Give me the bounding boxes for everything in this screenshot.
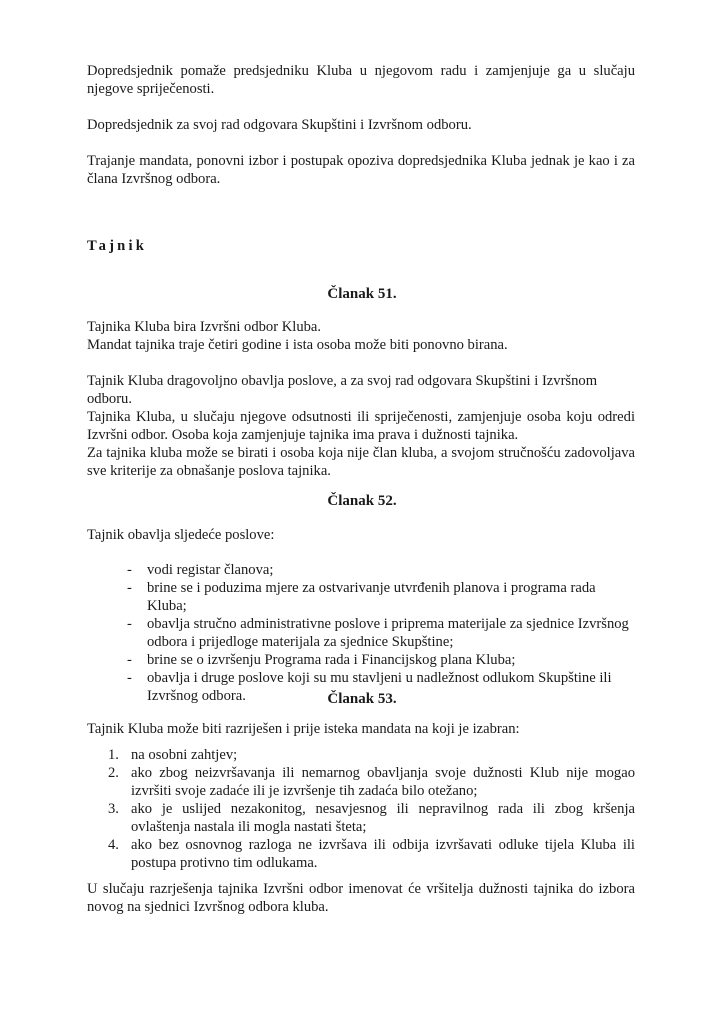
article-52-duties-list <box>87 561 635 705</box>
article-51-title: Članak 51. <box>327 286 397 302</box>
dash-bullet: - <box>127 652 132 668</box>
list-item-text: vodi registar članova; <box>147 562 274 578</box>
list-item <box>87 561 635 579</box>
list-item <box>87 764 635 800</box>
list-number: 4. <box>108 837 119 853</box>
article-52-intro: Tajnik obavlja sljedeće poslove: <box>87 527 275 543</box>
list-item <box>87 836 635 872</box>
paragraph-vice-president-mandate: Trajanje mandata, ponovni izbor i postupak opoziva dopredsjednika Kluba jednak je kao i za člana Izvršnog odbora. <box>87 153 635 187</box>
list-number: 3. <box>108 801 119 817</box>
list-number: 1. <box>108 747 119 763</box>
article-51-p2-rest: Tajnika Kluba, u slučaju njegove odsutnosti ili spriječenosti, zamjenjuje osoba koju odredi Izvršni odbor. Osoba koja zamjenjuje tajnika ima prava i dužnosti tajnika. <box>87 409 635 443</box>
dash-bullet: - <box>127 616 132 632</box>
article-51-paragraph-2 <box>87 372 635 444</box>
list-item-text: na osobni zahtjev; <box>131 747 238 763</box>
dash-bullet: - <box>127 670 132 686</box>
list-item-text: brine se o izvršenju Programa rada i Financijskog plana Kluba; <box>147 652 516 668</box>
article-51-p1-line-2: Mandat tajnika traje četiri godine i ista osoba može biti ponovno birana. <box>87 337 508 353</box>
paragraph-vice-president-accountability: Dopredsjednik za svoj rad odgovara Skupštini i Izvršnom odboru. <box>87 117 472 133</box>
list-item <box>87 746 635 764</box>
paragraph-vice-president-role: Dopredsjednik pomaže predsjedniku Kluba u njegovom radu i zamjenjuje ga u slučaju njegove spriječenosti. <box>87 63 635 97</box>
article-52-title: Članak 52. <box>327 493 397 509</box>
list-item-text: ako je uslijed nezakonitog, nesavjesnog ili nepravilnog rada ili zbog kršenja ovlaštenja nastala ili mogla nastati šteta; <box>131 801 635 835</box>
article-51-p1-line-1: Tajnika Kluba bira Izvršni odbor Kluba. <box>87 319 322 335</box>
list-item-text: ako zbog neizvršavanja ili nemarnog obavljanja svoje dužnosti Klub nije mogao izvršiti svoje zadaće ili je izvršenje tih zadaća bilo otežano; <box>131 765 635 799</box>
list-item-text: brine se i poduzima mjere za ostvarivanje utvrđenih planova i programa rada Kluba; <box>147 580 596 614</box>
list-item-text: ako bez osnovnog razloga ne izvršava ili odbija izvršavati odluke tijela Kluba ili postupa protivno tim odlukama. <box>131 837 635 871</box>
article-53-title: Članak 53. <box>327 691 397 707</box>
article-51-paragraph-3: Za tajnika kluba može se birati i osoba koja nije član kluba, a svojom stručnošću zadovoljava sve kriterije za obnašanje poslova tajnika. <box>87 445 635 479</box>
article-51-p2-line-1: Tajnik Kluba dragovoljno obavlja poslove, a za svoj rad odgovara Skupštini i Izvršnom odboru. <box>87 373 598 407</box>
list-item <box>87 651 635 669</box>
article-53-intro: Tajnik Kluba može biti razriješen i prije isteka mandata na koji je izabran: <box>87 721 520 737</box>
list-item <box>87 615 635 651</box>
list-number: 2. <box>108 765 119 781</box>
article-53-closing: U slučaju razrješenja tajnika Izvršni odbor imenovat će vršitelja dužnosti tajnika do izbora novog na sjednici Izvršnog odbora kluba. <box>87 881 635 915</box>
article-51-paragraph-1 <box>87 318 635 354</box>
list-item <box>87 800 635 836</box>
dash-bullet: - <box>127 562 132 578</box>
list-item-text: obavlja i druge poslove koji su mu stavljeni u nadležnost odlukom Skupštine ili Izvršnog odbora. <box>147 670 612 704</box>
list-item-text: obavlja stručno administrativne poslove i priprema materijale za sjednice Izvršnog odbora i prijedloge materijala za sjednice Skupštine; <box>147 616 629 650</box>
dash-bullet: - <box>127 580 132 596</box>
section-heading-tajnik: Tajnik <box>87 238 148 254</box>
list-item <box>87 579 635 615</box>
article-53-dismissal-list <box>87 746 635 872</box>
